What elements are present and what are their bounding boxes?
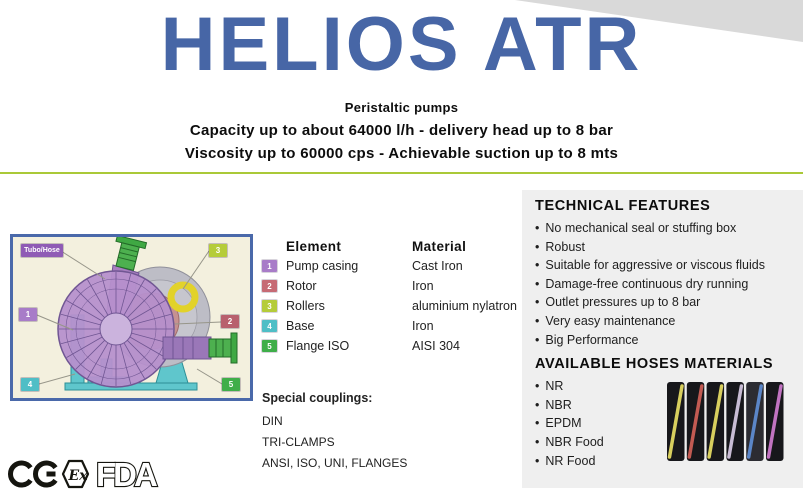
part-material: Cast Iron — [412, 259, 463, 273]
product-line: Peristaltic pumps — [344, 100, 459, 115]
ex-label: Ex — [68, 468, 88, 484]
hoses-materials-heading: AVAILABLE HOSES MATERIALS — [535, 356, 774, 373]
diagram-label-2: 2 — [221, 315, 239, 328]
list-item-text: No mechanical seal or stuffing box — [545, 221, 737, 235]
bullet-icon: • — [535, 434, 540, 449]
list-item-text: Very easy maintenance — [545, 313, 676, 328]
part-number-badge: 2 — [262, 280, 277, 292]
part-number-badge: 4 — [262, 320, 277, 332]
bullet-icon: • — [535, 397, 540, 412]
list-item-text: Outlet pressures up to 8 bar — [545, 295, 701, 310]
part-number-badge: 5 — [262, 340, 277, 352]
ce-mark-icon — [10, 463, 55, 485]
list-item-text: NR Food — [545, 453, 596, 468]
part-element: Flange ISO — [286, 339, 350, 353]
part-element: Pump casing — [286, 259, 359, 273]
part-material: aluminium nylatron — [412, 299, 517, 313]
hoses-photo — [667, 382, 785, 461]
bullet-icon: • — [535, 453, 540, 468]
couplings-title: Special couplings: — [262, 391, 373, 405]
technical-feature-item — [535, 256, 803, 275]
part-element: Rollers — [286, 299, 325, 313]
pump-diagram — [10, 234, 253, 401]
list-item-text: Suitable for aggressive or viscous fluids — [545, 258, 765, 273]
features-panel — [522, 190, 803, 488]
bullet-icon: • — [535, 221, 540, 235]
diagram-label-hose: Tubo/Hose — [21, 244, 63, 257]
list-item-text: Big Performance — [545, 332, 639, 347]
parts-table-header-row — [262, 236, 524, 256]
subtitle-block — [0, 100, 803, 168]
coupling-item: DIN — [262, 414, 283, 428]
technical-feature-item — [535, 331, 803, 350]
diagram-label-1: 1 — [19, 308, 37, 321]
list-item-text: Robust — [545, 239, 585, 254]
part-number-badge: 3 — [262, 300, 277, 312]
part-material: AISI 304 — [412, 339, 460, 353]
technical-feature-item — [535, 312, 803, 331]
parts-table-row — [262, 316, 524, 336]
parts-table-row — [262, 336, 524, 356]
bullet-icon: • — [535, 332, 540, 347]
diagram-label-4: 4 — [21, 378, 39, 391]
list-item-text: EPDM — [545, 416, 582, 431]
capacity-line: Capacity up to about 64000 l/h - delivery head up to 8 bar — [189, 122, 614, 139]
pump-diagram-illustration — [13, 237, 250, 398]
part-element: Rotor — [286, 279, 317, 293]
coupling-item: ANSI, ISO, UNI, FLANGES — [262, 456, 408, 470]
diagram-label-3: 3 — [209, 244, 227, 257]
bullet-icon: • — [535, 258, 540, 273]
technical-feature-item — [535, 275, 803, 294]
atex-ex-icon — [63, 461, 88, 487]
diagram-label-5: 5 — [222, 378, 240, 391]
part-material: Iron — [412, 279, 434, 293]
bullet-icon: • — [535, 416, 540, 431]
fda-logo: FDA — [96, 456, 155, 493]
parts-table-row — [262, 296, 524, 316]
bullet-icon: • — [535, 295, 540, 310]
page-title: HELIOS ATR — [160, 2, 643, 87]
green-divider-rule — [0, 172, 803, 174]
element-column-header: Element — [286, 238, 342, 254]
list-item-text: NBR — [545, 397, 572, 412]
part-material: Iron — [412, 319, 434, 333]
technical-feature-item — [535, 219, 803, 238]
bullet-icon: • — [535, 379, 540, 394]
bullet-icon: • — [535, 239, 540, 254]
parts-table — [262, 236, 524, 356]
list-item-text: NR — [545, 379, 564, 394]
technical-feature-item — [535, 238, 803, 257]
certification-logos — [8, 450, 198, 498]
part-number-badge: 1 — [262, 260, 277, 272]
coupling-item: TRI-CLAMPS — [262, 435, 335, 449]
parts-table-row — [262, 256, 524, 276]
bullet-icon: • — [535, 276, 540, 291]
parts-table-row — [262, 276, 524, 296]
list-item-text: NBR Food — [545, 434, 604, 449]
viscosity-line: Viscosity up to 60000 cps - Achievable suction up to 8 mts — [184, 145, 619, 162]
material-column-header: Material — [412, 238, 467, 254]
technical-feature-item — [535, 293, 803, 312]
part-element: Base — [286, 319, 315, 333]
special-couplings — [262, 391, 407, 477]
list-item-text: Damage-free continuous dry running — [545, 276, 749, 291]
technical-features-heading: TECHNICAL FEATURES — [535, 198, 711, 214]
bullet-icon: • — [535, 313, 540, 328]
